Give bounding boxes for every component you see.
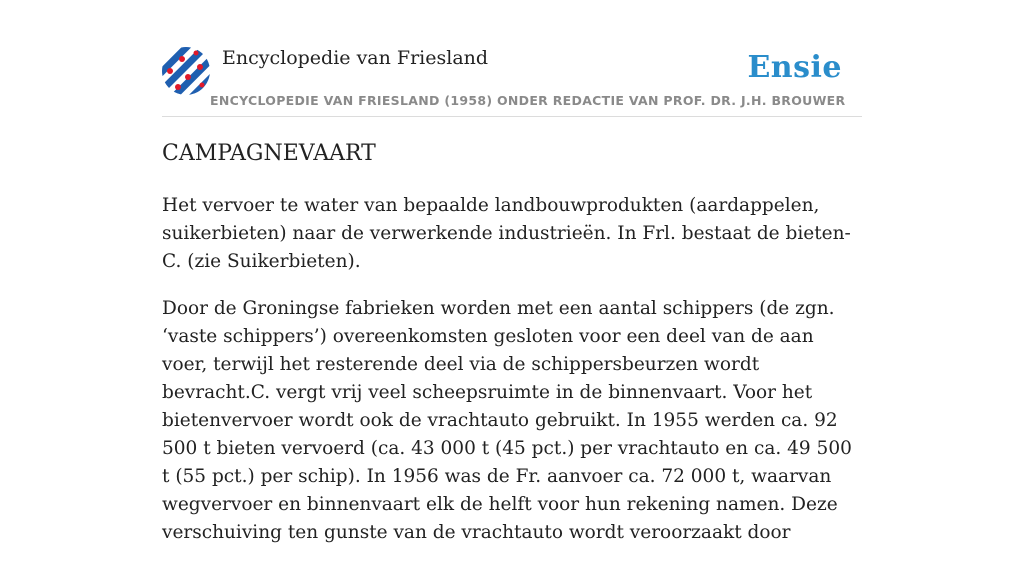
frisian-flag-icon[interactable] <box>162 47 210 95</box>
encyclopedia-subtitle: ENCYCLOPEDIE VAN FRIESLAND (1958) ONDER REDACTIE VAN PROF. DR. J.H. BROUWER <box>210 93 846 108</box>
site-name[interactable]: Encyclopedie van Friesland <box>222 47 489 69</box>
site-header <box>162 0 862 117</box>
article-paragraph: Door de Groningse fabrieken worden met een aantal schippers (de zgn. ‘vaste schippers’) overeenkomsten gesloten voor een deel van de aan voer, terwijl het resterende deel via de schippersbeurzen wordt bevracht.C. vergt vrij veel scheepsruimte in de binnenvaart. Voor het bietenvervoer wordt ook de vrachtauto gebruikt. In 1955 werden ca. 92 500 t bieten vervoerd (ca. 43 000 t (45 pct.) per vrachtauto en ca. 49 500 t (55 pct.) per schip). In 1956 was de Fr. aanvoer ca. 72 000 t, waarvan wegvervoer en binnenvaart elk de helft voor hun rekening namen. Deze verschuiving ten gunste van de vrachtauto wordt veroorzaakt door <box>162 298 852 543</box>
article-title: CAMPAGNEVAART <box>162 141 376 166</box>
article-paragraph: Het vervoer te water van bepaalde landbouwprodukten (aardappelen, suikerbieten) naar de verwerkende industrieën. In Frl. bestaat de bieten-C. (zie Suikerbieten). <box>162 195 851 272</box>
ensie-logo[interactable]: Ensie <box>747 50 842 85</box>
article-body <box>162 192 862 566</box>
page <box>162 0 862 543</box>
